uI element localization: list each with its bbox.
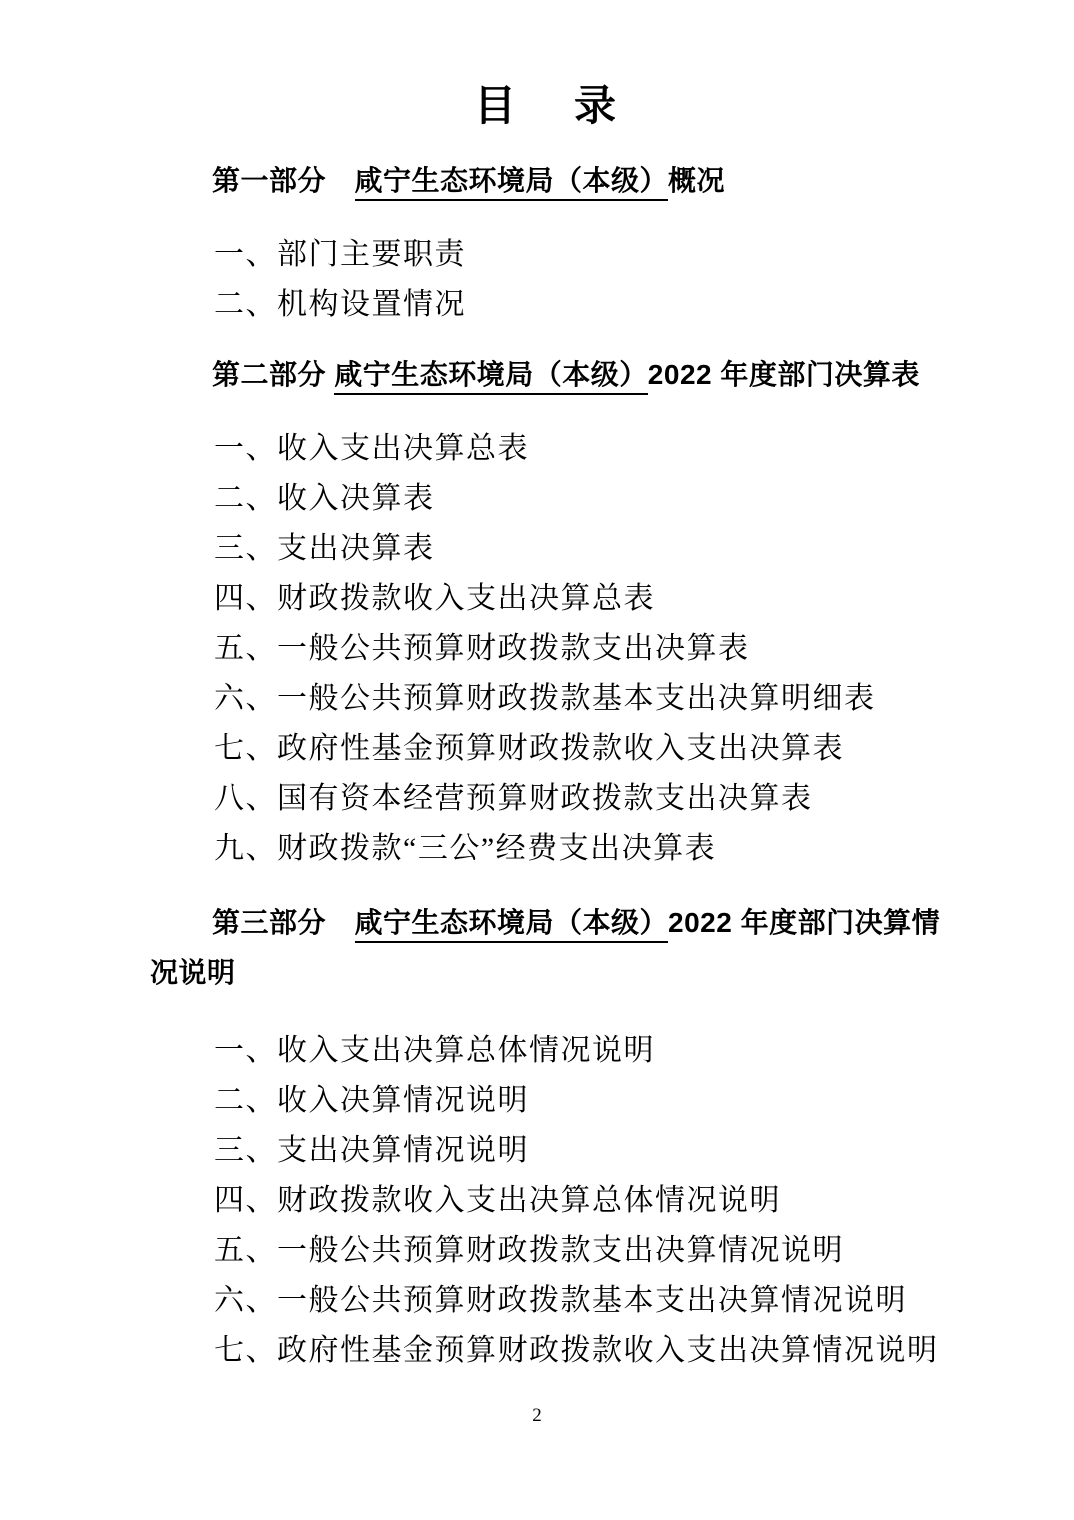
- toc-item: 二、收入决算表: [214, 482, 435, 515]
- section-2-heading-prefix: 第二部分: [212, 359, 335, 390]
- section-1-heading-prefix: 第一部分: [212, 165, 355, 196]
- toc-item: 二、机构设置情况: [214, 288, 466, 321]
- toc-item: 八、国有资本经营预算财政拨款支出决算表: [214, 782, 813, 815]
- section-3-heading-prefix: 第三部分: [212, 907, 355, 938]
- toc-section-2: [150, 354, 948, 874]
- toc-item: 五、一般公共预算财政拨款支出决算表: [214, 632, 750, 665]
- toc-item: 二、收入决算情况说明: [214, 1084, 529, 1117]
- toc-item: 四、财政拨款收入支出决算总体情况说明: [214, 1184, 781, 1217]
- toc-item: 六、一般公共预算财政拨款基本支出决算情况说明: [214, 1284, 907, 1317]
- section-3-item-list: [150, 1026, 948, 1376]
- toc-title: 目 录: [473, 82, 624, 129]
- toc-item: 五、一般公共预算财政拨款支出决算情况说明: [214, 1234, 844, 1267]
- page-number: 2: [532, 1405, 542, 1426]
- section-2-heading: [150, 354, 948, 396]
- section-3-heading-org-underlined: 咸宁生态环境局（本级）: [355, 907, 669, 943]
- toc-item: 三、支出决算情况说明: [214, 1134, 529, 1167]
- section-3-heading-suffix-line2: 况说明: [150, 957, 236, 988]
- toc-item: 四、财政拨款收入支出决算总表: [214, 582, 655, 615]
- toc-item: 六、一般公共预算财政拨款基本支出决算明细表: [214, 682, 876, 715]
- toc-item: 一、收入支出决算总表: [214, 432, 529, 465]
- section-1-heading-org-underlined: 咸宁生态环境局（本级）: [355, 165, 669, 201]
- toc-item: 九、财政拨款“三公”经费支出决算表: [214, 832, 717, 865]
- toc-section-3: [150, 898, 948, 1376]
- section-1-heading: [150, 160, 948, 202]
- toc-section-1: [150, 160, 948, 330]
- section-2-heading-suffix: 2022 年度部门决算表: [647, 359, 920, 390]
- toc-item: 七、政府性基金预算财政拨款收入支出决算情况说明: [214, 1334, 939, 1367]
- toc-item: 七、政府性基金预算财政拨款收入支出决算表: [214, 732, 844, 765]
- section-1-item-list: [150, 230, 948, 330]
- section-2-item-list: [150, 424, 948, 874]
- section-1-heading-suffix: 概况: [668, 165, 726, 196]
- section-3-heading-suffix-line1: 2022 年度部门决算情: [668, 907, 941, 938]
- toc-item: 一、部门主要职责: [214, 238, 466, 271]
- section-2-heading-org-underlined: 咸宁生态环境局（本级）: [334, 359, 648, 395]
- section-3-heading: [150, 898, 948, 998]
- toc-item: 一、收入支出决算总体情况说明: [214, 1034, 655, 1067]
- toc-item: 三、支出决算表: [214, 532, 435, 565]
